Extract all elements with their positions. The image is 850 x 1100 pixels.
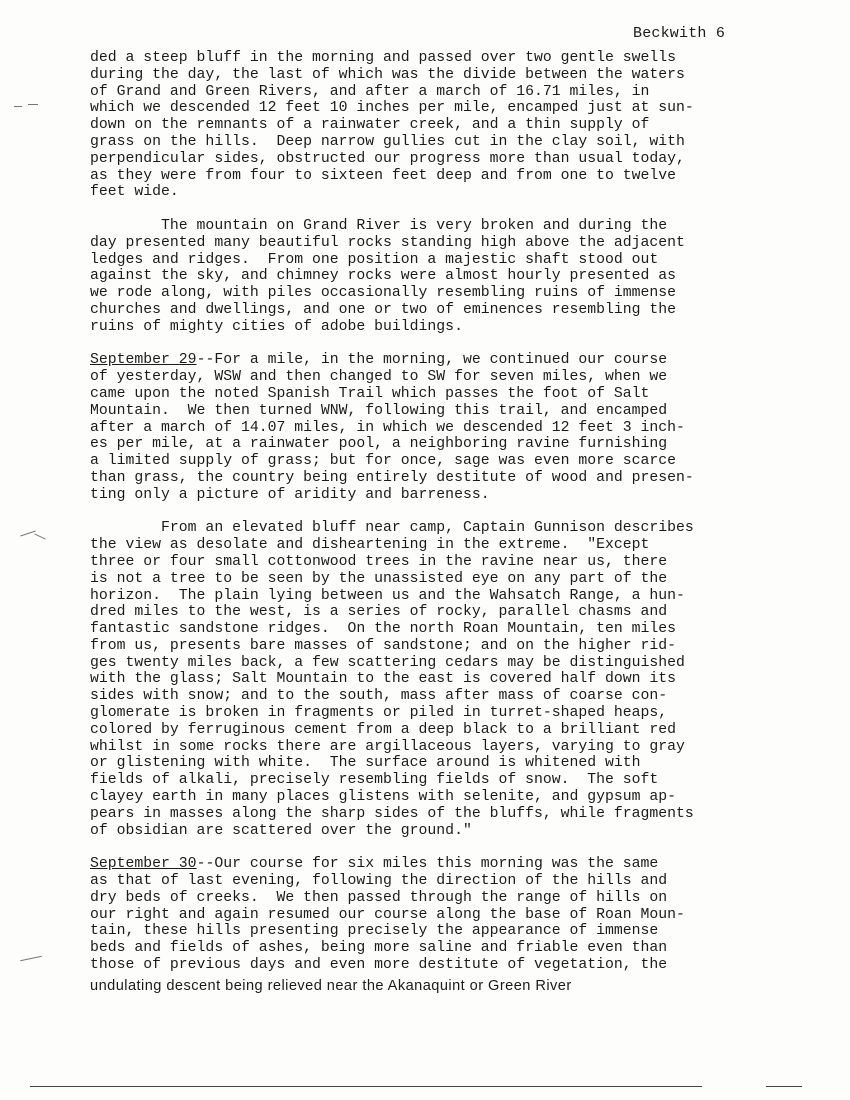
text-line: undulating descent being relieved near the Akanaquint or Green River — [90, 977, 572, 994]
text-line: the view as desolate and disheartening in the extreme. "Except — [90, 537, 650, 554]
text-line — [90, 352, 780, 369]
text-line: ded a steep bluff in the morning and passed over two gentle swells — [90, 50, 677, 66]
text-line: sides with snow; and to the south, mass after mass of coarse con- — [90, 688, 668, 705]
margin-mark — [28, 104, 38, 105]
text-line: as they were from four to sixteen feet deep and from one to twelve — [90, 167, 677, 184]
text-line: dred miles to the west, is a series of rocky, parallel chasms and — [90, 604, 668, 621]
text-line: perpendicular sides, obstructed our progress more than usual today, — [90, 150, 685, 167]
text-line: feet wide. — [90, 184, 179, 201]
text-line: horizon. The plain lying between us and the Wahsatch Range, a hun- — [90, 587, 685, 604]
text-line: during the day, the last of which was the divide between the waters — [90, 66, 685, 83]
text-line: of obsidian are scattered over the ground." — [90, 822, 472, 839]
text-line: as that of last evening, following the direction of the hills and — [90, 873, 668, 890]
text-line: From an elevated bluff near camp, Captain Gunnison describes — [90, 520, 694, 537]
text-line: from us, presents bare masses of sandstone; and on the higher rid- — [90, 637, 677, 654]
text-line: a limited supply of grass; but for once, sage was even more scarce — [90, 453, 677, 470]
text-span: --For a mile, in the morning, we continued our course — [196, 352, 668, 369]
text-line: fantastic sandstone ridges. On the north Roan Mountain, ten miles — [90, 621, 677, 638]
margin-mark — [14, 106, 22, 107]
text-line: es per mile, at a rainwater pool, a neighboring ravine furnishing — [90, 436, 668, 453]
text-line: day presented many beautiful rocks standing high above the adjacent — [90, 234, 685, 251]
text-line: with the glass; Salt Mountain to the east is covered half down its — [90, 671, 677, 688]
text-line: whilst in some rocks there are argillaceous layers, varying to gray — [90, 738, 685, 755]
paragraph-gunnison-quote — [90, 520, 780, 839]
paragraph-september-29 — [90, 352, 780, 503]
text-line: is not a tree to be seen by the unassisted eye on any part of the — [90, 570, 668, 587]
text-line: than grass, the country being entirely destitute of wood and presen- — [90, 469, 694, 486]
date-heading: September 30 — [90, 856, 197, 873]
text-line: ruins of mighty cities of adobe buildings. — [90, 318, 463, 335]
text-line: we rode along, with piles occasionally resembling ruins of immense — [90, 285, 677, 302]
text-line: of Grand and Green Rivers, and after a march of 16.71 miles, in — [90, 83, 650, 100]
text-line: three or four small cottonwood trees in the ravine near us, there — [90, 553, 668, 570]
text-line: down on the remnants of a rainwater creek, and a thin supply of — [90, 117, 650, 134]
text-line: beds and fields of ashes, being more saline and friable even than — [90, 940, 668, 957]
text-line: churches and dwellings, and one or two of eminences resembling the — [90, 301, 677, 318]
paragraph-2 — [90, 218, 780, 336]
margin-mark — [20, 956, 42, 962]
text-line: clayey earth in many places glistens with selenite, and gypsum ap- — [90, 789, 677, 806]
text-line: dry beds of creeks. We then passed through the range of hills on — [90, 889, 668, 906]
page-header: Beckwith 6 — [633, 25, 726, 42]
text-line: colored by ferruginous cement from a deep black to a brilliant red — [90, 721, 677, 738]
text-line: pears in masses along the sharp sides of the bluffs, while fragments — [90, 805, 694, 822]
text-line: after a march of 14.07 miles, in which we descended 12 feet 3 inch- — [90, 419, 685, 436]
paragraph-1 — [90, 50, 780, 201]
text-line: tain, these hills presenting precisely the appearance of immense — [90, 923, 659, 940]
text-line: our right and again resumed our course along the base of Roan Moun- — [90, 906, 685, 923]
document-body — [90, 50, 780, 1011]
paragraph-september-30 — [90, 856, 780, 994]
text-line: or glistening with white. The surface around is whitened with — [90, 755, 641, 772]
text-line: The mountain on Grand River is very broken and during the — [90, 217, 668, 234]
text-line: came upon the noted Spanish Trail which passes the foot of Salt — [90, 385, 650, 402]
footer-rule-short — [766, 1086, 802, 1087]
text-line: grass on the hills. Deep narrow gullies cut in the clay soil, with — [90, 133, 685, 150]
text-line: Mountain. We then turned WNW, following this trail, and encamped — [90, 402, 668, 419]
text-line: ledges and ridges. From one position a majestic shaft stood out — [90, 251, 659, 268]
text-line: of yesterday, WSW and then changed to SW for seven miles, when we — [90, 369, 668, 386]
text-line: against the sky, and chimney rocks were almost hourly presented as — [90, 268, 677, 285]
text-span: --Our course for six miles this morning was the same — [196, 856, 659, 873]
footer-rule — [30, 1086, 702, 1087]
text-line: those of previous days and even more destitute of vegetation, the — [90, 957, 668, 974]
text-line: which we descended 12 feet 10 inches per mile, encamped just at sun- — [90, 100, 694, 117]
text-line: glomerate is broken in fragments or piled in turret-shaped heaps, — [90, 705, 668, 722]
text-line: ting only a picture of aridity and barreness. — [90, 486, 490, 503]
text-line: ges twenty miles back, a few scattering cedars may be distinguished — [90, 654, 685, 671]
date-heading: September 29 — [90, 352, 197, 369]
text-line: fields of alkali, precisely resembling fields of snow. The soft — [90, 772, 659, 789]
margin-mark — [34, 534, 45, 540]
text-line — [90, 856, 780, 873]
